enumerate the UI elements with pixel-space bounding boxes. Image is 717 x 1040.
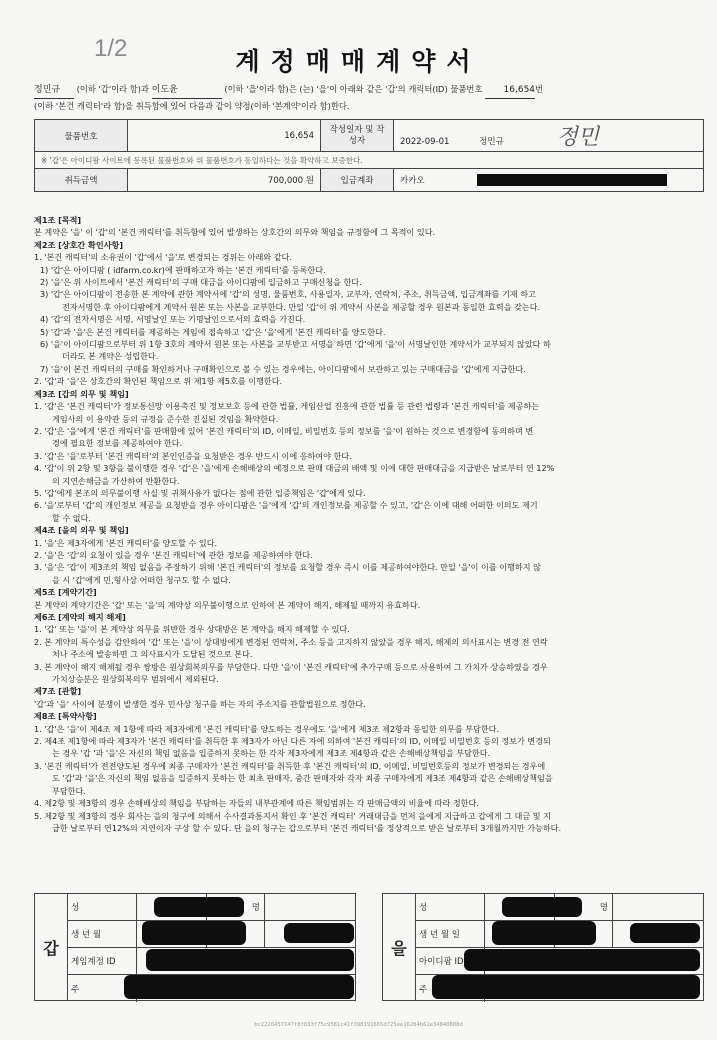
article-line: 3) '갑'은 아이디팜이 전송한 본 계약에 관한 계약서에 '갑'의 성명, 물품번호, 사용일자, 교부자, 연락처, 주소, 취득금액, 입금계좌를 기재 하고 [40, 289, 536, 300]
party-a-game-id-label: 게임계정 ID [67, 948, 137, 974]
article-line: 는 경우 '갑 '과 '을'은 자신의 책임 없음을 입증하지 못하는 한 각자 제3자에게 제3조 제4항과 같은 손해배상책임을 부담한다. [52, 748, 491, 759]
party-b-role: 을 [383, 894, 416, 1000]
article-line: 게임사의 이 용약관 등의 규정을 준수한 진실된 것임을 확약한다. [52, 413, 279, 424]
articles-body [34, 214, 706, 834]
price-label: 취득금액 [35, 169, 128, 192]
info-table [34, 119, 704, 192]
party-b-birth-label: 생 년 월 일 [415, 921, 485, 947]
article-line: 더라도 본 계약은 성립한다. [62, 351, 159, 362]
author-label: 작성일자 및 작성자 [321, 120, 394, 152]
intro-part2: (이하 '을'이라 함)은 (는) '을'이 아래와 같은 '갑'의 캐릭터(ID) 물품번호 [224, 84, 483, 94]
redaction-a-address [124, 975, 354, 999]
party-a-name-label: 성 [67, 894, 137, 920]
article-line: 가치상승분은 원상회복의무 범위에서 제외된다. [52, 674, 219, 685]
redaction-b-address [432, 975, 700, 999]
article-heading: 제6조 [계약의 해지 해제] [34, 612, 126, 622]
article-line: 1. '갑' 또는 '을'이 본 계약상 의무를 위반한 경우 상대방은 본 계약을 해지 해제할 수 있다. [34, 624, 350, 635]
party-b-sign-label2: 명 [599, 903, 608, 913]
article-line: 6) '을'이 아이디팜으로부터 위 1항 3호의 계약서 원본 또는 사본을 교부받고 서명을 하면 '갑'에게 '을'이 서명날인한 계약서가 교부되지 않았다 하 [40, 339, 551, 350]
article-line: 2. 본 계약의 특수성을 감안하여 '갑' 또는 '을'이 상대방에게 변경된 연락처, 주소 등을 고지하지 않았을 경우 해지, 해제의 의사표시는 변경 전 연락 [34, 636, 548, 647]
article-line: 4) '갑'의 전자서명은 서명, 서명날인 또는 기명날인으로서의 효력을 가진다. [40, 314, 306, 325]
article-line: 7) '을'이 본건 캐릭터의 구매를 확인하거나 구매확인으로 볼 수 있는 경우에는, 아이디팜에서 보관하고 있는 구매대금을 '갑'에게 지급한다. [40, 363, 526, 374]
article-line: 3. '을'은 '갑'이 제3조의 책임 없음을 주장하기 위해 '본건 캐릭터'의 정보를 요청할 경우 즉시 이를 제공하여야한다. 만일 '을'이 이를 이행하지 않 [34, 562, 541, 573]
article-line: 5. 제2항 및 제3항의 경우 회사는 을의 청구에 의해서 수사결과통지서 확인 후 '본건 캐릭터' 거래대금을 먼저 을에게 지급하고 갑에게 그 대금 및 지 [34, 810, 551, 821]
article-line: 의 지연손해금을 가산하여 반환한다. [52, 475, 180, 486]
article-line: 2. '을'은 '갑'의 요청이 있을 경우 '본건 캐릭터'에 관한 정보를 제공하여야 한다. [34, 549, 313, 560]
article-line: 1. '갑'은 '본건 캐릭터'가 정보통신망 이용촉진 및 정보보호 등에 관한 법률, 게임산업 진흥에 관한 법률 등 관련 법령과 '본건 캐릭터'를 제공하는 [34, 401, 540, 412]
party-b-address-label: 주 [419, 984, 428, 995]
article-heading: 제8조 [특약사항] [34, 711, 97, 722]
article-line: 2. '갑'은 '을'에게 '본건 캐릭터'를 판매함에 있어 '본건 캐릭터'의 ID, 이메일, 비밀번호 등의 정보를 '을'이 원하는 것으로 변경함에 동의하며 변 [34, 425, 534, 436]
intro-line2: (이하 '본건 캐릭터'라 함)을 취득함에 있어 다음과 같이 약정(이하 '본계약'이라 함)한다. [34, 101, 350, 111]
article-heading: 제5조 [계약기간] [34, 587, 97, 598]
price-value: 700,000 원 [128, 169, 321, 192]
party-a-role: 갑 [35, 894, 68, 1000]
article-line: 급한 날로부터 연12%의 지연이자 구상 할 수 있다. 단 을의 청구는 갑으로부터 '본건 캐릭터'를 정상적으로 받은 날로부터 3개월까지만 가능하다. [52, 822, 562, 833]
article-line: 1) '갑'은 아이디팜 ( idfarm.co.kr)에 판매하고자 하는 '본건 캐릭터'를 등록한다. [40, 264, 326, 275]
article-line: 4. '갑'이 위 2항 및 3항을 불이행한 경우 '갑'은 '을'에게 손해배상의 예정으로 판매 대금의 배액 및 이에 대한 판매대금을 지급받은 날로부터 연 12% [34, 463, 555, 474]
redaction-b-id [464, 949, 700, 971]
article-heading: 제3조 [갑의 의무 및 책임] [34, 388, 129, 399]
confirm-note: ※ '갑'은 아이디팜 사이트에 등록된 물품번호와 위 물품번호가 동일하다는 것을 확약하고 보증한다. [35, 152, 704, 169]
item-number-value: 16,654 [128, 120, 321, 152]
party-b-id-label: 아이디팜 ID [415, 948, 485, 974]
article-line: 1. '갑'은 '을'이 제4조 제 1항에 따라 제3자에게 '본건 캐릭터'를 양도하는 경우에도 '을'에게 제3조 제2항과 동일한 의무를 부담한다. [34, 723, 500, 734]
redaction-a-contact [284, 923, 354, 943]
party-a-sign-label2: 명 [251, 903, 260, 913]
author-cell [394, 120, 704, 152]
article-line: 도 '갑'과 '을'은 자신의 책임 없음을 입증하지 못하는 한 최초 판매자, 중간 판매자와 각자 최종 구매자에게 제3조 제4항과 같은 손해배상책임을 [52, 773, 553, 784]
article-line: 경에 필요한 정보를 제공하여야 한다. [52, 438, 183, 449]
signature-tables [34, 893, 704, 1001]
redaction-b-birth [492, 921, 596, 945]
article-heading: 제2조 [상호간 확인사항] [34, 239, 124, 250]
article-line: 3. '갑'은 '을'로부터 '본건 캐릭터'의 본인인증을 요청받은 경우 반드시 이에 응하여야 한다. [34, 450, 352, 461]
bank-name: 카카오 [400, 175, 425, 186]
intro-item-number: 16,654 [485, 83, 535, 99]
article-line: 처나 주소에 발송하면 그 의사표시가 도달된 것으로 본다. [52, 649, 253, 660]
page-number: 1/2 [94, 35, 128, 62]
article-heading: 제4조 [을의 의무 및 책임] [34, 525, 129, 536]
party-a-address-label: 주 [71, 984, 80, 995]
redaction-b-contact [630, 923, 700, 943]
article-line: 부담한다. [52, 785, 86, 796]
signature: 정민 [556, 125, 599, 150]
intro-part1: (이하 '갑'이라 함)과 [76, 84, 150, 94]
article-line: 3. 본 계약이 해지 해제될 경우 쌍방은 원상회복의무를 부담한다. 다만 '을'이 '본건 캐릭터'에 추가구매 등으로 사용하여 그 가치가 상승하였을 경우 [34, 661, 548, 672]
seller-name: 이도윤 [152, 83, 222, 99]
redacted-account [477, 174, 667, 186]
article-heading: 제7조 [관할] [34, 686, 82, 697]
article-line: 1. '을'은 제3자에게 '본건 캐릭터'를 양도할 수 있다. [34, 537, 218, 548]
intro-paragraph [34, 82, 706, 114]
article-line: 본 계약은 '을' 이 '갑'의 '본건 캐릭터'를 취득함에 있어 발생하는 상호간의 의무와 책임을 규정함에 그 목적이 있다. [34, 227, 436, 238]
article-line: 2. 제4조 제1항에 따라 제3자가 '본건 캐릭터'를 취득한 후 제3자가 아닌 다른 자에 의하여 '본건 캐릭터'의 ID, 이메일 비밀번호 등의 정보가 변경되 [34, 736, 551, 747]
item-number-label: 물품번호 [35, 120, 128, 152]
article-line: 4. 제2항 및 제3항의 경우 손해배상의 책임을 부담하는 자들의 내부관계에 따른 책임범위는 각 판매금액의 비율에 따라 정한다. [34, 798, 479, 809]
article-line: 2. '갑'과 '을'은 상호간의 확인된 책임으로 위 제1항 제5호를 이행한다. [34, 376, 283, 387]
buyer-name: 정민규 [34, 83, 74, 99]
article-line: 을 시 '갑'에게 민,형사상 어떠한 청구도 할 수 없다. [52, 574, 231, 585]
party-a-birth-label: 생 년 월 [67, 921, 137, 947]
article-line: 6. '을'로부터 '갑'의 개인정보 제공을 요청받을 경우 아이디팜은 '을'에게 '갑'의 개인정보를 제공할 수 있고, '갑'은 이에 대해 어떠한 이의도 제기 [34, 500, 538, 511]
article-line: 할 수 없다. [52, 512, 91, 523]
redaction-b-name [502, 897, 582, 917]
party-b-name-label: 성 [415, 894, 485, 920]
article-line: 5. '갑'에게 본조의 의무불이행 사실 및 귀책사유가 없다는 점에 관한 입증책임은 '갑'에게 있다. [34, 487, 366, 498]
article-line: 3. '본건 캐릭터'가 전전양도된 경우에 최종 구매자가 '본건 캐릭터'를 취득한 후 '본건 캐릭터'의 ID, 이메일, 비밀번호등의 정보가 변경되는 경우에 [34, 760, 546, 771]
article-line: 2) '을'은 위 사이트에서 '본건 캐릭터'의 구매 대금을 아이디팜에 입금하고 구매신청을 한다. [40, 277, 362, 288]
article-line: 본 계약의 계약기간은 '갑' 또는 '을'의 계약상 의무불이행으로 인하여 본 계약이 해지, 해제될 때까지 유효하다. [34, 599, 421, 610]
article-line: '갑'과 '을' 사이에 분쟁이 발생한 경우 민사상 청구를 하는 자의 주소지를 관할법원으로 정한다. [34, 698, 366, 709]
article-line: 1. '본건 캐릭터'의 소유권이 '갑'에서 '을'로 변경되는 경위는 아래와 같다. [34, 252, 292, 263]
account-label: 입금계좌 [321, 169, 394, 192]
article-line: 전자서명한 후 아이디팜에게 계약서 원본 또는 사본을 교부한다. 만일 '갑'이 위 계약서 사본을 제공할 경우 원본과 동일한 효력을 갖는다. [62, 301, 541, 312]
redaction-a-gameid [146, 949, 354, 971]
article-heading: 제1조 [목적] [34, 215, 82, 225]
article-line: 5) '갑'과 '을'은 본건 캐릭터를 제공하는 게임에 접속하고 '갑'은 '을'에게 '본건 캐릭터'를 양도한다. [40, 326, 386, 337]
redaction-a-birth [142, 921, 246, 945]
account-cell [394, 169, 704, 192]
date-value: 2022-09-01 [400, 137, 450, 147]
author-name: 정민규 [479, 137, 504, 147]
footer-hash: bc2226457147f8f833f75c9581c41f398191665d725ee16284b61e34840808d [254, 1022, 463, 1028]
document-title: 계정매매계약서 [235, 47, 482, 76]
intro-unit: 번 [535, 84, 544, 94]
redaction-a-name [154, 897, 244, 917]
